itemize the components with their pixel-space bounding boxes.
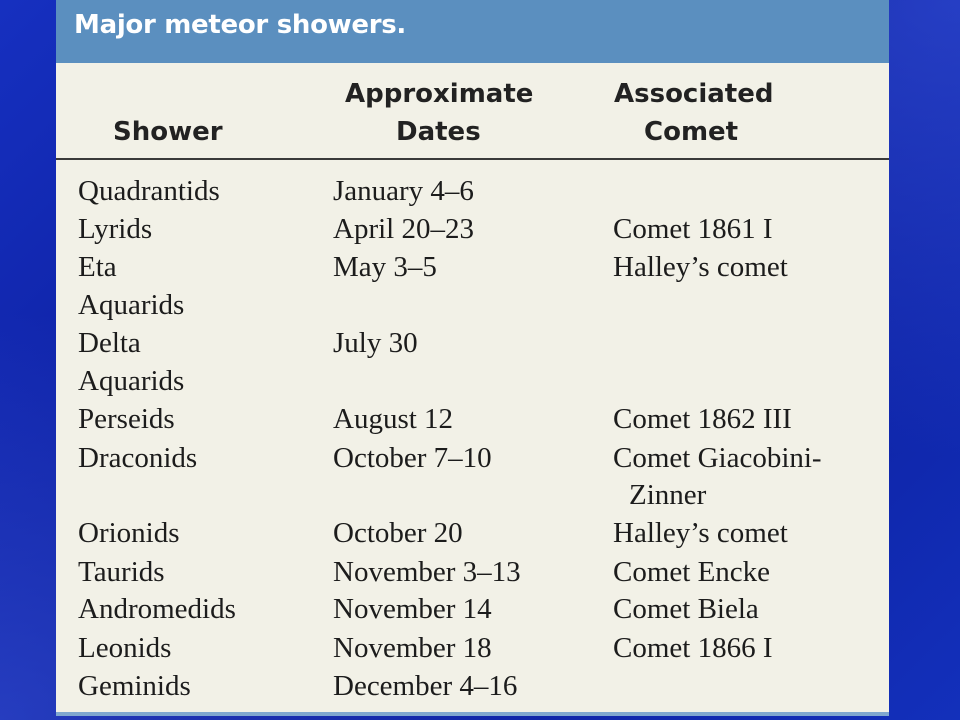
cell-dates: November 18 <box>333 632 492 664</box>
header-rule <box>56 158 889 160</box>
cell-comet: Comet 1861 I <box>613 213 773 245</box>
cell-comet: Halley’s comet <box>613 251 788 283</box>
table-title: Major meteor showers. <box>74 10 406 40</box>
cell-comet: Comet Encke <box>613 556 771 588</box>
cell-comet-continued: Zinner <box>629 479 707 511</box>
header-dates-line1: Approximate <box>345 79 534 109</box>
meteor-showers-table <box>56 0 889 716</box>
cell-shower: Draconids <box>78 442 198 474</box>
cell-dates: August 12 <box>333 403 454 435</box>
cell-shower: Delta <box>78 327 141 359</box>
table-bottom-rule <box>56 712 889 716</box>
cell-shower: Andromedids <box>78 593 236 625</box>
cell-shower: Orionids <box>78 517 180 549</box>
cell-shower-continued: Aquarids <box>78 365 185 397</box>
cell-dates: November 14 <box>333 593 492 625</box>
cell-shower: Eta <box>78 251 117 283</box>
cell-shower: Perseids <box>78 403 175 435</box>
cell-dates: July 30 <box>333 327 418 359</box>
table-title-bar <box>56 0 889 63</box>
cell-dates: January 4–6 <box>333 175 474 207</box>
cell-shower: Taurids <box>78 556 165 588</box>
cell-comet: Comet 1862 III <box>613 403 792 435</box>
header-shower: Shower <box>113 117 223 147</box>
cell-shower-continued: Aquarids <box>78 289 185 321</box>
cell-dates: December 4–16 <box>333 670 518 702</box>
cell-shower: Geminids <box>78 670 191 702</box>
cell-comet: Halley’s comet <box>613 517 788 549</box>
header-comet-line1: Associated <box>614 79 774 109</box>
cell-dates: April 20–23 <box>333 213 474 245</box>
cell-shower: Quadrantids <box>78 175 220 207</box>
cell-shower: Lyrids <box>78 213 153 245</box>
cell-comet: Comet Giacobini- <box>613 442 822 474</box>
header-dates-line2: Dates <box>396 117 481 147</box>
header-comet-line2: Comet <box>644 117 739 147</box>
cell-comet: Comet Biela <box>613 593 759 625</box>
cell-comet: Comet 1866 I <box>613 632 773 664</box>
cell-dates: November 3–13 <box>333 556 521 588</box>
cell-shower: Leonids <box>78 632 172 664</box>
cell-dates: May 3–5 <box>333 251 437 283</box>
cell-dates: October 20 <box>333 517 463 549</box>
cell-dates: October 7–10 <box>333 442 492 474</box>
